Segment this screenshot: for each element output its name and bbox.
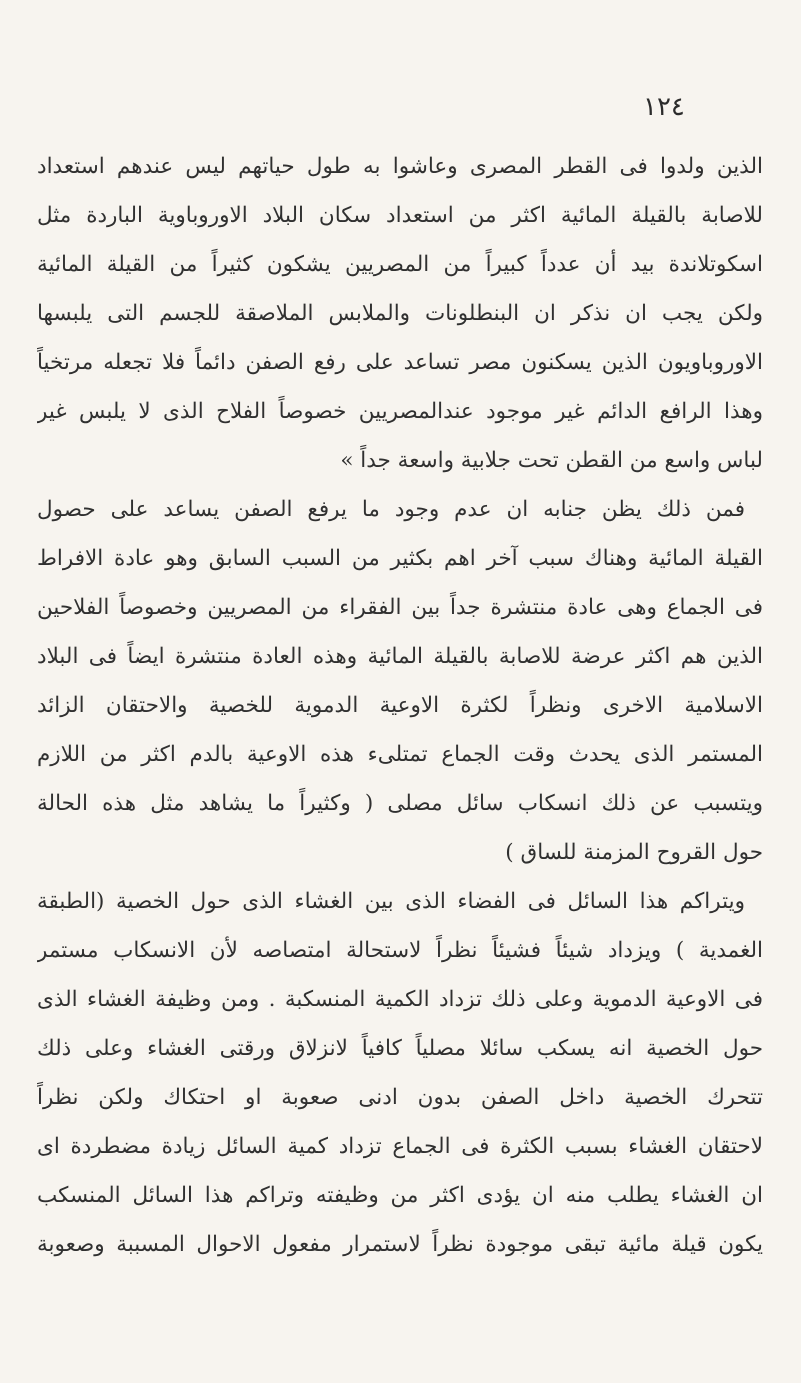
text-line: حول القروح المزمنة للساق ) (505, 840, 763, 865)
text-line: فى الجماع وهى عادة منتشرة جداً بين الفقراء من المصريين وخصوصاً الفلاحين (37, 595, 763, 620)
text-line: فمن ذلك يظن جنابه ان عدم وجود ما يرفع الصفن يساعد على حصول (37, 497, 745, 522)
page-number: ١٢٤ (643, 92, 685, 122)
text-line: ويتراكم هذا السائل فى الفضاء الذى بين الغشاء الذى حول الخصية (الطبقة (37, 889, 745, 914)
text-line: القيلة المائية وهناك سبب آخر اهم بكثير من السبب السابق وهو عادة الافراط (37, 546, 763, 571)
text-line: الغمدية ) ويزداد شيئاً فشيئاً نظراً لاستحالة امتصاصه لأن الانسكاب مستمر (37, 938, 763, 963)
text-line: تتحرك الخصية داخل الصفن بدون ادنى صعوبة او احتكاك ولكن نظراً (37, 1085, 763, 1110)
text-line: الاوروباويون الذين يسكنون مصر تساعد على رفع الصفن دائماً فلا تجعله مرتخياً (37, 350, 763, 375)
text-line: الذين هم اكثر عرضة للاصابة بالقيلة المائية وهذه العادة منتشرة ايضاً فى البلاد (37, 644, 763, 669)
text-line: لباس واسع من القطن تحت جلابية واسعة جداً » (340, 448, 763, 473)
text-line: المستمر الذى يحدث وقت الجماع تمتلىء هذه الاوعية بالدم اكثر من اللازم (37, 742, 763, 767)
text-line: ولكن يجب ان نذكر ان البنطلونات والملابس الملاصقة للجسم التى يلبسها (37, 301, 763, 326)
text-line: لاحتقان الغشاء بسبب الكثرة فى الجماع تزداد كمية السائل زيادة مضطردة اى (37, 1134, 763, 1159)
text-line: الاسلامية الاخرى ونظراً لكثرة الاوعية الدموية للخصية والاحتقان الزائد (37, 693, 763, 718)
text-line: فى الاوعية الدموية وعلى ذلك تزداد الكمية المنسكبة . ومن وظيفة الغشاء الذى (37, 987, 763, 1012)
body-text (37, 142, 763, 1269)
text-line: حول الخصية انه يسكب سائلا مصلياً كافياً لانزلاق ورقتى الغشاء وعلى ذلك (37, 1036, 763, 1061)
text-line: يكون قيلة مائية تبقى موجودة نظراً لاستمرار مفعول الاحوال المسببة وصعوبة (37, 1232, 763, 1257)
text-line: ان الغشاء يطلب منه ان يؤدى اكثر من وظيفته وتراكم هذا السائل المنسكب (37, 1183, 763, 1208)
text-line: وهذا الرافع الدائم غير موجود عندالمصريين خصوصاً الفلاح الذى لا يلبس غير (37, 399, 763, 424)
text-line: الذين ولدوا فى القطر المصرى وعاشوا به طول حياتهم ليس عندهم استعداد (37, 154, 763, 179)
text-line: اسكوتلاندة بيد أن عدداً كبيراً من المصريين يشكون كثيراً من القيلة المائية (37, 252, 763, 277)
text-line: للاصابة بالقيلة المائية اكثر من استعداد سكان البلاد الاوروباوية الباردة مثل (37, 203, 763, 228)
text-line: ويتسبب عن ذلك انسكاب سائل مصلى ( وكثيراً ما يشاهد مثل هذه الحالة (37, 791, 763, 816)
